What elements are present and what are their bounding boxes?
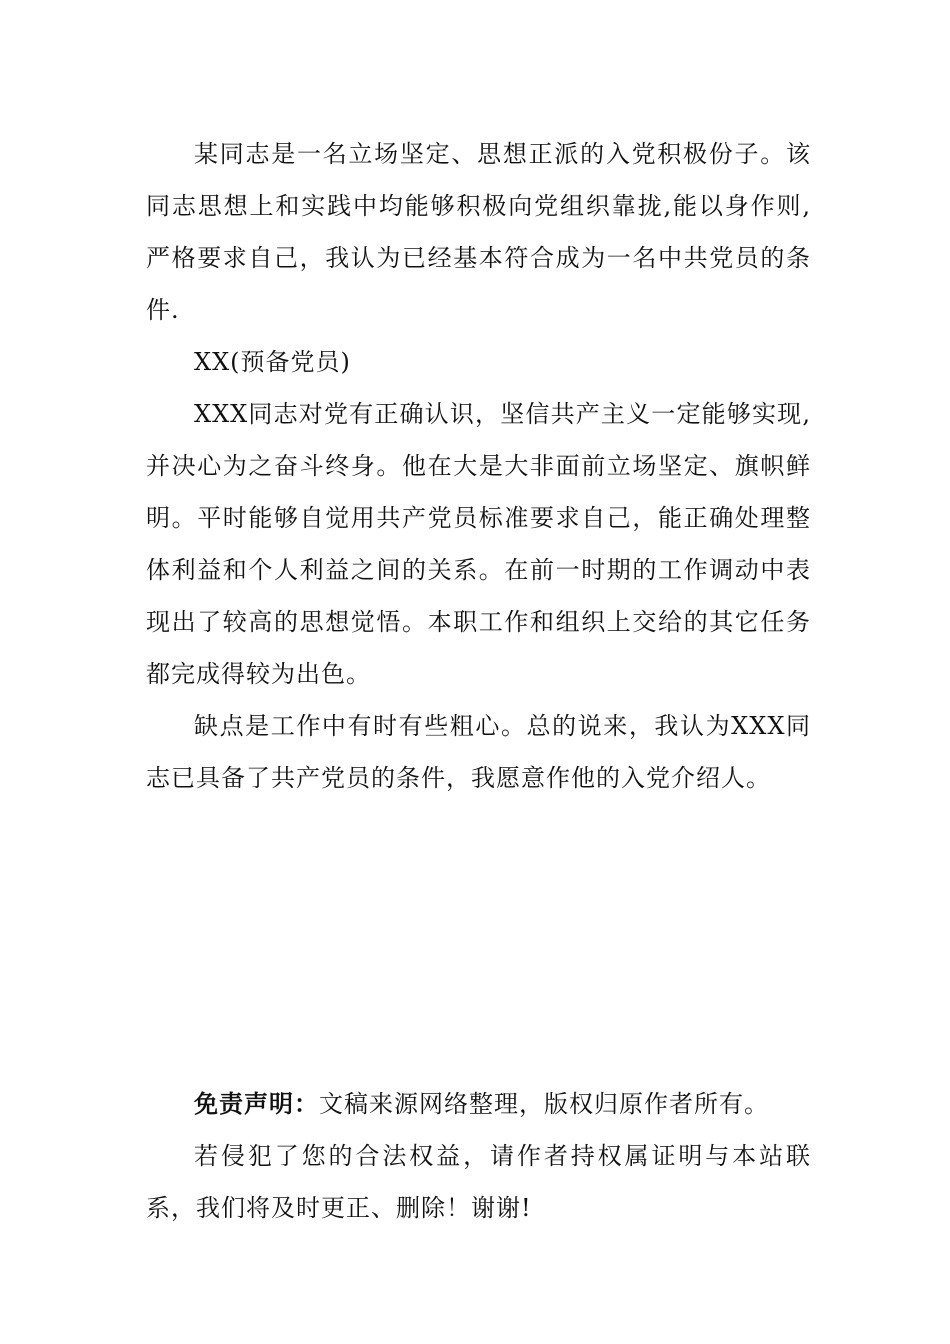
paragraph-heading-probationary: XX(预备党员): [194, 348, 351, 376]
document-body: [146, 128, 811, 804]
paragraph-shortcomings: 缺点是工作中有时有些粗心。总的说来，我认为XXX同志已具备了共产党员的条件，我愿意作他的入党介绍人。: [146, 712, 811, 792]
paragraph-assessment-2: XXX同志对党有正确认识，坚信共产主义一定能够实现,并决心为之奋斗终身。他在大是大非面前立场坚定、旗帜鲜明。平时能够自觉用共产党员标准要求自己，能正确处理整体利益和个人利益之间的关系。在前一时期的工作调动中表现出了较高的思想觉悟。本职工作和组织上交给的其它任务都完成得较为出色。: [146, 400, 811, 688]
disclaimer-line-1: [146, 1078, 811, 1130]
disclaimer-block: [146, 1078, 811, 1234]
disclaimer-label: 免责声明：: [194, 1090, 319, 1118]
disclaimer-line-2: 若侵犯了您的合法权益，请作者持权属证明与本站联系，我们将及时更正、删除！谢谢!: [146, 1142, 811, 1222]
paragraph-assessment-1: 某同志是一名立场坚定、思想正派的入党积极份子。该同志思想上和实践中均能够积极向党组织靠拢,能以身作则,严格要求自己，我认为已经基本符合成为一名中共党员的条件.: [146, 140, 811, 324]
disclaimer-text-1: 文稿来源网络整理，版权归原作者所有。: [319, 1090, 769, 1118]
